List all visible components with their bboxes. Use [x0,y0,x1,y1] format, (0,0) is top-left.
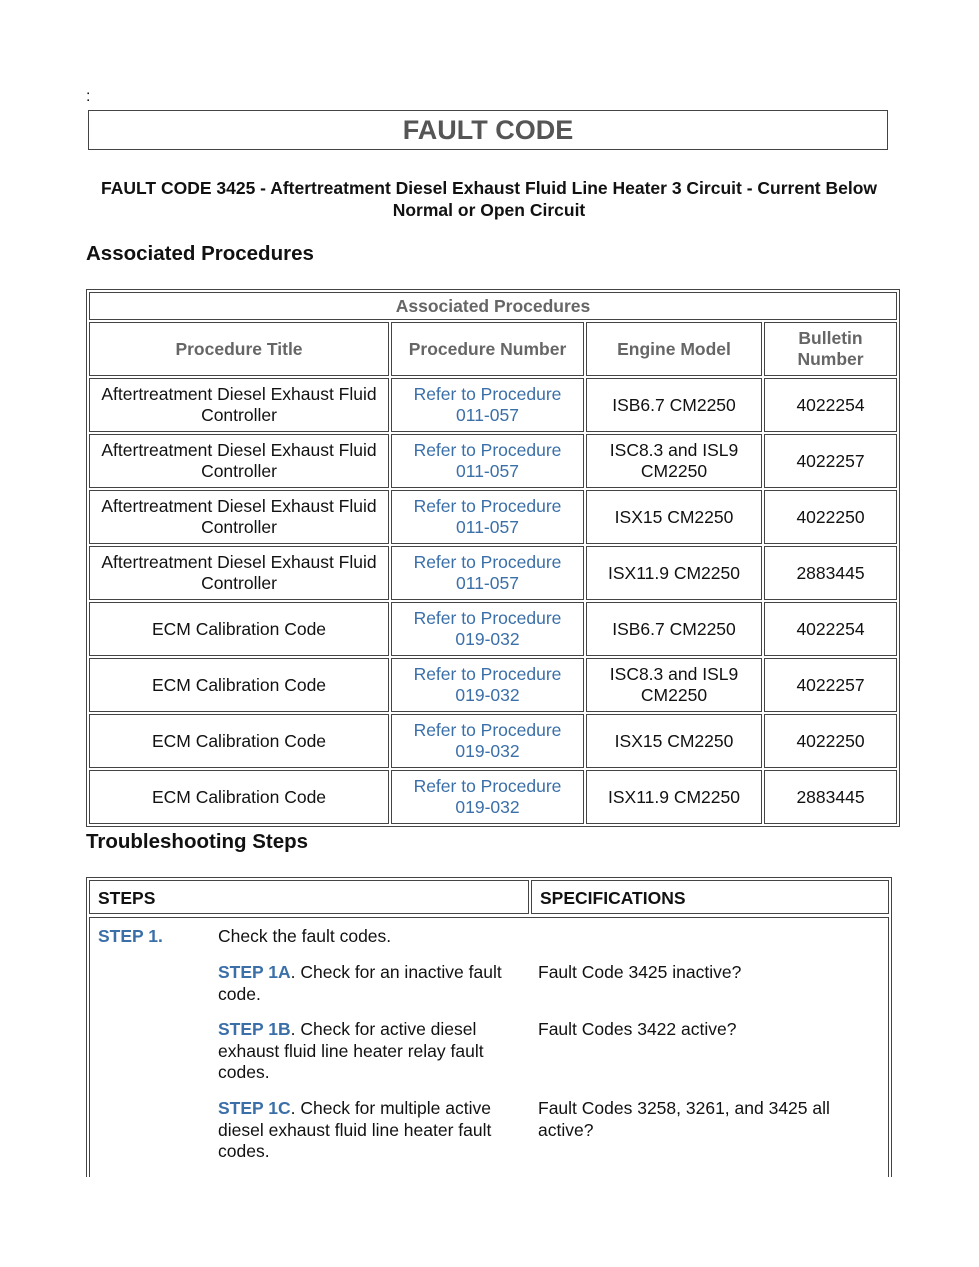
table-row [89,602,897,656]
table-row [89,434,897,488]
procedure-link[interactable]: Refer to Procedure 011-057 [391,378,584,432]
substep-1a [218,962,523,1005]
fault-code-subtitle: FAULT CODE 3425 - Aftertreatment Diesel Exhaust Fluid Line Heater 3 Circuit - Current Below Normal or Open Circuit [101,178,877,220]
engine-model: ISC8.3 and ISL9 CM2250 [586,434,762,488]
substep-label[interactable]: STEP 1C [218,1098,291,1118]
troubleshooting-table [86,877,892,1177]
table-row [89,658,897,712]
col-engine-model: Engine Model [586,322,762,376]
procedure-link[interactable]: Refer to Procedure 019-032 [391,770,584,824]
steps-header-row [89,880,889,914]
procedure-link[interactable]: Refer to Procedure 019-032 [391,714,584,768]
procedure-title: ECM Calibration Code [89,602,389,656]
page-marker: : [86,88,91,105]
troubleshooting-heading: Troubleshooting Steps [86,830,309,853]
bulletin-number: 2883445 [764,546,897,600]
substep-1a-spec: Fault Code 3425 inactive? [538,962,742,982]
substep-1b [218,1019,523,1084]
bulletin-number: 4022254 [764,378,897,432]
steps-body [89,917,889,1177]
engine-model: ISC8.3 and ISL9 CM2250 [586,658,762,712]
step-1-label[interactable]: STEP 1. [98,926,163,946]
bulletin-number: 4022250 [764,714,897,768]
fault-code-banner [88,110,888,150]
bulletin-number: 2883445 [764,770,897,824]
procedure-title: Aftertreatment Diesel Exhaust Fluid Controller [89,490,389,544]
col-steps: STEPS [89,880,529,914]
substep-1b-spec: Fault Codes 3422 active? [538,1019,737,1039]
procedure-link[interactable]: Refer to Procedure 011-057 [391,490,584,544]
col-procedure-title: Procedure Title [89,322,389,376]
procedure-title: ECM Calibration Code [89,658,389,712]
col-bulletin-number: Bulletin Number [764,322,897,376]
procedure-link[interactable]: Refer to Procedure 011-057 [391,434,584,488]
engine-model: ISX15 CM2250 [586,714,762,768]
substep-text: . Check for active diesel exhaust fluid line heater relay fault codes. [218,1019,484,1082]
procedure-title: Aftertreatment Diesel Exhaust Fluid Controller [89,546,389,600]
bulletin-number: 4022257 [764,434,897,488]
substep-text: . Check for multiple active diesel exhaust fluid line heater fault codes. [218,1098,492,1161]
substep-label[interactable]: STEP 1A [218,962,291,982]
step-1-text: Check the fault codes. [218,926,392,946]
col-procedure-number: Procedure Number [391,322,584,376]
procedure-link[interactable]: Refer to Procedure 019-032 [391,658,584,712]
engine-model: ISX11.9 CM2250 [586,546,762,600]
col-specifications: SPECIFICATIONS [531,880,889,914]
table-row [89,490,897,544]
procedure-link[interactable]: Refer to Procedure 011-057 [391,546,584,600]
table-row [89,378,897,432]
bulletin-number: 4022257 [764,658,897,712]
table-row [89,770,897,824]
engine-model: ISB6.7 CM2250 [586,378,762,432]
procedure-title: Aftertreatment Diesel Exhaust Fluid Controller [89,434,389,488]
banner-title: FAULT CODE [402,114,574,145]
substep-text: . Check for an inactive fault code. [218,962,502,1004]
table-row [89,714,897,768]
engine-model: ISB6.7 CM2250 [586,602,762,656]
engine-model: ISX15 CM2250 [586,490,762,544]
substep-label[interactable]: STEP 1B [218,1019,291,1039]
procedure-title: Aftertreatment Diesel Exhaust Fluid Controller [89,378,389,432]
procedure-title: ECM Calibration Code [89,770,389,824]
substep-1c-spec: Fault Codes 3258, 3261, and 3425 all active? [538,1098,830,1140]
procedure-link[interactable]: Refer to Procedure 019-032 [391,602,584,656]
engine-model: ISX11.9 CM2250 [586,770,762,824]
associated-procedures-heading: Associated Procedures [86,242,314,265]
substep-1c [218,1098,523,1163]
bulletin-number: 4022250 [764,490,897,544]
bulletin-number: 4022254 [764,602,897,656]
procedure-title: ECM Calibration Code [89,714,389,768]
associated-procedures-table [86,289,900,827]
table-caption: Associated Procedures [89,292,897,320]
table-row [89,546,897,600]
